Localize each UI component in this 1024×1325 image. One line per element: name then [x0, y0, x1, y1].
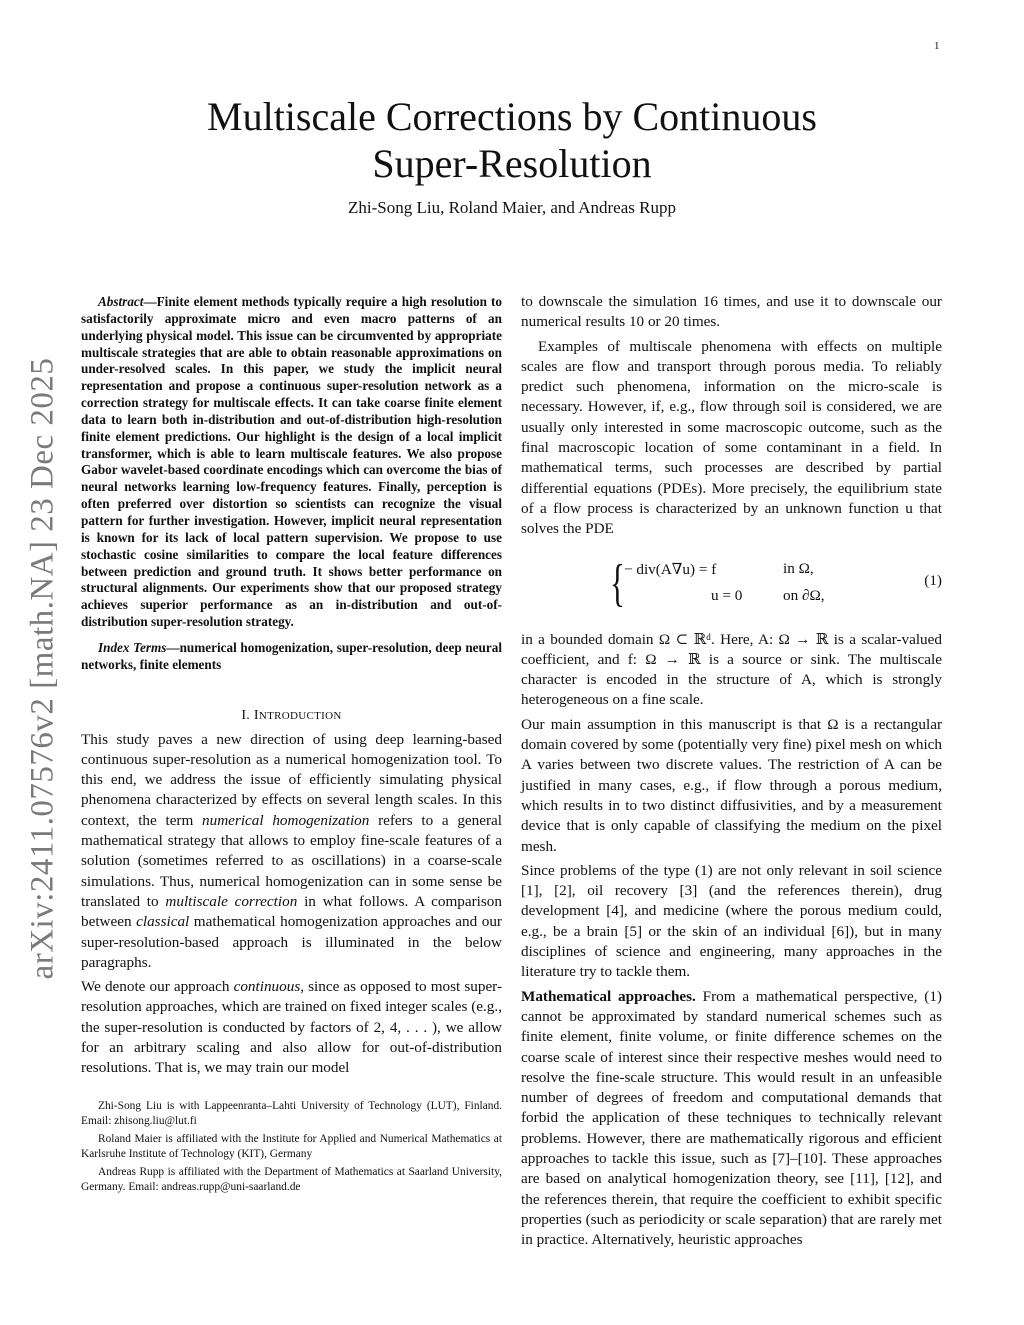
footnote-maier: Roland Maier is affiliated with the Institute for Applied and Numerical Mathematics at Karlsruhe Institute of Technology (KIT), Germany	[81, 1132, 502, 1160]
abstract-label: Abstract	[98, 294, 144, 309]
equation-row2-lhs: u = 0	[711, 586, 743, 604]
section-title-rest: NTRODUCTION	[258, 709, 342, 722]
left-column	[81, 294, 502, 1198]
right-paragraph-5: Since problems of the type (1) are not only relevant in soil science [1], [2], oil recovery [3] (and the references therein), drug development [4], and medicine (where the porous medium could, e.g., be a brain [5] or the skin of an individual [6]), but in many disciplines of science and engineering, many approaches in the literature try to tackle them.	[521, 861, 942, 981]
right-paragraph-1: to downscale the simulation 16 times, and use it to downscale our numerical results 10 or 20 times.	[521, 293, 942, 331]
right-p6-text: From a mathematical perspective, (1) cannot be approximated by standard numerical schemes such as finite element, finite volume, or finite difference schemes on the coarse scale of interest since their respective meshes would need to resolve the fine-scale structure. This would result in an unfeasible number of degrees of freedom and computational demands that forbid the application of these techniques to technically relevant problems. However, there are mathematically rigorous and efficient approaches to tackle this issue, such as [7]–[10]. These approaches are based on analytical homogenization theory, see [11], [12], and the references therein, that require the coefficient to exhibit specific properties (such as periodicity or scale separation) that are rarely met in practice. Alternatively, heuristic approaches	[521, 987, 942, 1249]
equation-row1-rhs: in Ω,	[783, 559, 814, 577]
intro-p2-emphasis: continuous	[233, 978, 301, 996]
intro-paragraph-1	[81, 730, 502, 974]
index-terms	[81, 640, 502, 674]
footnote-rupp: Andreas Rupp is affiliated with the Department of Mathematics at Saarland University, Germany. Email: andreas.rupp@uni-saarland.de	[81, 1165, 502, 1193]
intro-p2-text-b: , since as opposed to most super-resolution approaches, which are trained on fixed integer scales (e.g., the super-resolution is conducted by factors of 2, 4, . . . ), we allow for an arbitrary scaling and also allow for out-of-distribution resolutions. That is, we may train our model	[81, 978, 502, 1077]
section-numeral: I.	[241, 707, 251, 723]
title-line-1: Multiscale Corrections by Continuous	[207, 94, 817, 139]
intro-p1-text-a: This study paves a new direction of using deep learning-based continuous super-resolution as a numerical homogenization tool. To this end, we address the issue of efficiently simulating physical phenomena characterized by effects on several length scales. In this context, the term	[81, 730, 502, 829]
equation-brace: {	[610, 554, 625, 612]
index-terms-label: Index Terms	[98, 639, 167, 655]
right-paragraph-4: Our main assumption in this manuscript is that Ω is a rectangular domain covered by some (potentially very fine) pixel mesh on which A varies between two discrete values. The restriction of A can be justified in many cases, e.g., if flow through a porous medium, which results in to two distinct diffusivities, and by a measurement device that is only capable of classifying the medium on the pixel mesh.	[521, 715, 942, 855]
intro-p1-text-d: mathematical homogenization approaches and our super-resolution-based approach is illuminated in the below paragraphs.	[81, 913, 502, 971]
affiliation-footnotes	[81, 1099, 502, 1195]
right-paragraph-3: in a bounded domain Ω ⊂ ℝᵈ. Here, A: Ω → ℝ is a scalar-valued coefficient, and f: Ω → ℝ is a source or sink. The multiscale character is encoded in the structure of A, which is strongly heterogeneous on a fine scale.	[521, 630, 942, 709]
title-line-2: Super-Resolution	[372, 141, 652, 186]
intro-p1-text-b: refers to a general mathematical strategy that allows to employ fine-scale features of a solution (sometimes referred to as oscillations) in a coarse-scale simulations. Thus, numerical homogenization can in some sense be translated to	[81, 811, 503, 910]
right-column	[521, 292, 942, 1250]
intro-p1-emphasis-1: numerical homogenization	[202, 811, 370, 829]
equation-row1-lhs: − div(A∇u) = f	[624, 560, 717, 578]
intro-p1-text-c: in what follows. A comparison between	[81, 892, 502, 931]
paper-title	[150, 93, 874, 187]
equation-row2-rhs: on ∂Ω,	[783, 586, 825, 604]
abstract	[81, 294, 502, 631]
page-number: 1	[934, 40, 940, 52]
arxiv-stamp-text: arXiv:2411.07576v2 [math.NA] 23 Dec 2025	[24, 357, 61, 979]
section-title-first-letter: I	[253, 707, 259, 723]
abstract-text: —Finite element methods typically require a high resolution to satisfactorily approximate micro and even macro patterns of an underlying physical model. This issue can be circumvented by appropriate multiscale strategies that are able to obtain reasonable approximations on under-resolved scales. In this paper, we study the implicit neural representation and propose a continuous super-resolution network as a correction strategy for multiscale effects. It can take coarse finite element data to learn both in-distribution and out-of-distribution high-resolution finite element predictions. Our highlight is the design of a local implicit transformer, which is able to learn multiscale features. We also propose Gabor wavelet-based coordinate encodings which can overcome the bias of neural networks learning low-frequency features. Finally, perception is often preferred over distortion so scientists can recognize the visual pattern for further investigation. However, implicit neural representation is known for its lack of local pattern supervision. We propose to use stochastic cosine similarities to compare the local feature differences between prediction and ground truth. It shows better performance on structural alignments. Our experiments show that our proposed strategy achieves superior performance as an in-distribution and out-of-distribution super-resolution strategy.	[81, 294, 502, 630]
right-paragraph-2: Examples of multiscale phenomena with effects on multiple scales are flow and transport through porous media. To reliably predict such phenomena, information on the micro-scale is necessary. However, if, e.g., flow through soil is considered, we are usually only interested in some macroscopic outcome, such as the final macroscopic location of some contaminant in a field. In mathematical terms, such processes are described by partial differential equations (PDEs). More precisely, the equilibrium state of a flow process is characterized by an unknown function u that solves the PDE	[521, 337, 942, 538]
intro-p1-emphasis-3: classical	[136, 913, 190, 931]
intro-p2-text-a: We denote our approach	[81, 978, 234, 996]
run-in-heading-mathematical-approaches: Mathematical approaches.	[521, 987, 696, 1005]
equation-number: (1)	[924, 571, 942, 589]
equation-1	[521, 546, 942, 624]
footnote-liu: Zhi-Song Liu is with Lappeenranta–Lahti University of Technology (LUT), Finland. Email: zhisong.liu@lut.fi	[81, 1099, 502, 1127]
index-terms-text: —numerical homogenization, super-resolution, deep neural networks, finite elements	[81, 639, 502, 672]
section-heading-introduction	[81, 708, 502, 724]
arxiv-side-stamp	[14, 348, 72, 988]
intro-p1-emphasis-2: multiscale correction	[165, 892, 298, 910]
intro-paragraph-2	[81, 977, 502, 1078]
right-paragraph-6	[521, 987, 942, 1251]
author-list: Zhi-Song Liu, Roland Maier, and Andreas Rupp	[348, 198, 676, 217]
